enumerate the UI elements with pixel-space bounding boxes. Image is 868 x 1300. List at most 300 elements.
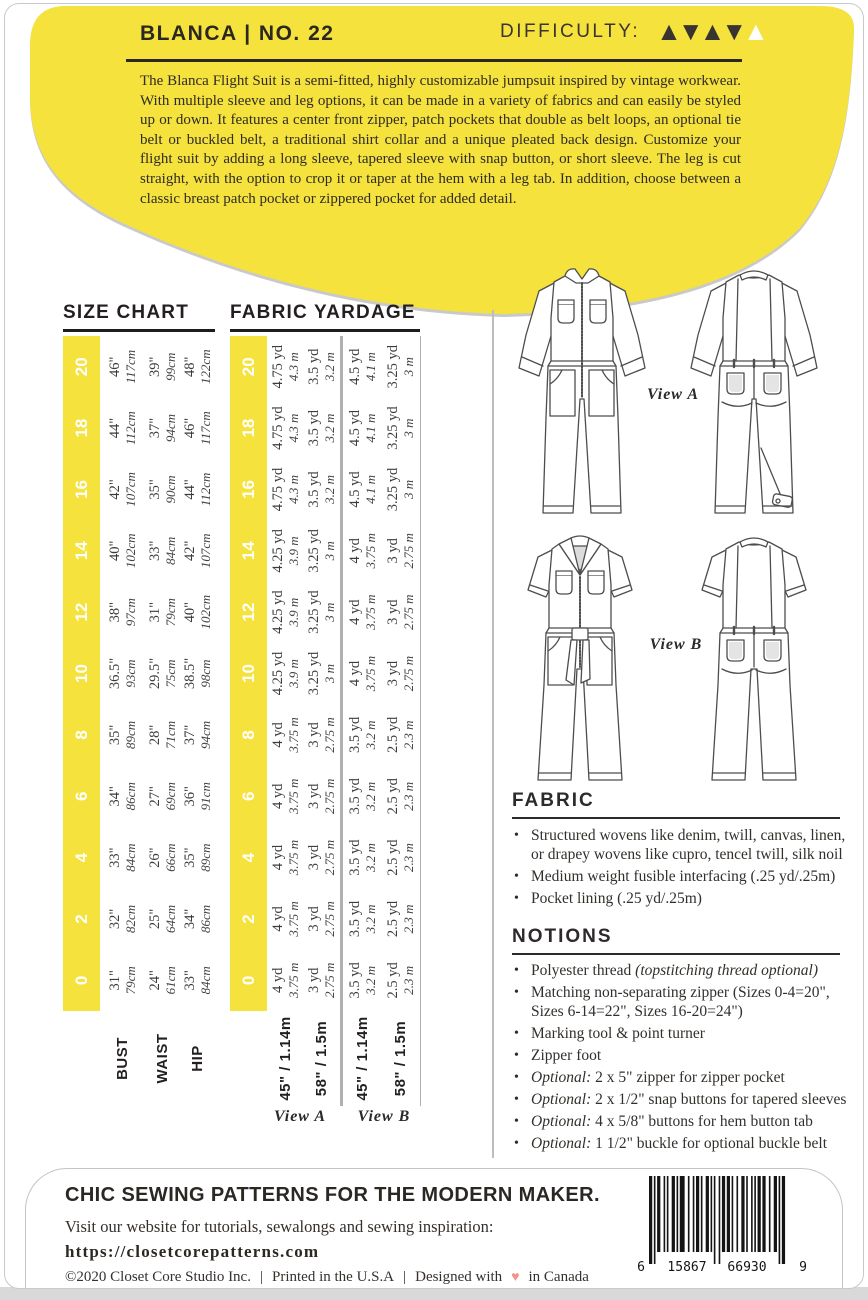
yardage-m: 4.3 m [285, 352, 301, 382]
size-chart-cm: 69cm [163, 782, 178, 811]
size-chart-heading: SIZE CHART [63, 302, 189, 323]
size-chart-cell [180, 704, 215, 765]
barcode-bar [677, 1176, 679, 1252]
barcode-bar [746, 1176, 748, 1252]
fabric-yardage-rule [230, 329, 420, 332]
size-chart-cm: 102cm [123, 533, 138, 569]
yardage-cell [343, 520, 381, 581]
size-chart-size-header: 12 [63, 581, 100, 642]
size-chart-corner [63, 1011, 100, 1106]
size-chart-grid [63, 336, 215, 1106]
yardage-yd: 4 yd [346, 538, 363, 564]
yardage-cell [303, 827, 340, 888]
italic-label: Optional: [531, 1069, 592, 1086]
size-chart-size-header: 20 [63, 336, 100, 397]
size-chart-inches: 31" [107, 970, 123, 991]
yardage-size-header: 12 [230, 581, 267, 642]
barcode-bar [711, 1176, 713, 1252]
heart-icon: ♥ [511, 1269, 520, 1285]
yardage-m: 2.3 m [401, 781, 416, 811]
size-chart-cell [180, 766, 215, 827]
yardage-cell [343, 397, 381, 458]
size-chart-size-header: 18 [63, 397, 100, 458]
yardage-cell [303, 459, 340, 520]
yardage-cell [267, 336, 303, 397]
size-chart-cm: 86cm [123, 782, 138, 811]
barcode-bar [732, 1176, 734, 1252]
yardage-size-header: 14 [230, 520, 267, 581]
yardage-yd: 3 yd [385, 599, 401, 625]
size-chart-row-label: BUST [114, 1037, 131, 1080]
size-chart-cm: 122cm [198, 349, 213, 385]
yardage-m: 3.2 m [322, 413, 337, 443]
size-chart-inches: 38" [107, 601, 123, 623]
yardage-size-header: 6 [230, 766, 267, 827]
yardage-m: 2.75 m [322, 717, 337, 753]
size-chart-cell [100, 888, 145, 949]
barcode-bar [714, 1176, 716, 1264]
size-chart-inches: 25" [147, 908, 163, 930]
yardage-m: 3 m [322, 602, 337, 622]
yardage-m: 4.1 m [362, 475, 378, 504]
yardage-yd: 3 yd [385, 660, 401, 687]
yardage-m: 2.3 m [401, 904, 416, 934]
barcode-digit: 15867 [667, 1260, 707, 1275]
yardage-yd: 3 yd [385, 538, 401, 564]
copyright-printed: Printed in the U.S.A [272, 1269, 395, 1285]
yardage-yd: 3.5 yd [306, 409, 322, 447]
yardage-cell [381, 520, 420, 581]
size-chart-cm: 112cm [198, 472, 213, 507]
bullet-item: • Pocket lining (.25 yd/.25m) [512, 889, 846, 908]
yardage-cell [343, 950, 381, 1011]
yardage-m: 4.3 m [285, 475, 301, 504]
size-chart-inches: 42" [107, 479, 123, 500]
size-chart-inches: 33" [147, 540, 163, 562]
size-chart-inches: 32" [107, 908, 123, 930]
size-chart-cm: 90cm [163, 475, 178, 504]
yardage-yd: 4.75 yd [269, 467, 286, 512]
size-chart-cell [145, 766, 180, 827]
barcode-bar [680, 1176, 685, 1252]
yardage-yd: 4.75 yd [269, 406, 286, 450]
difficulty-triangle-icon: ▼ [677, 16, 700, 46]
yardage-m: 3.2 m [362, 843, 378, 873]
size-chart-row-label: HIP [189, 1045, 206, 1072]
size-chart-cm: 75cm [163, 659, 178, 688]
size-chart-size-header: 0 [63, 950, 100, 1011]
size-chart-size-header: 16 [63, 459, 100, 520]
yardage-yd: 3.25 yd [306, 529, 322, 573]
footer-copyright [65, 1269, 589, 1286]
yardage-yd: 3.25 yd [306, 590, 322, 634]
bullet-item: • Optional: 1 1/2" buckle for optional buckle belt [512, 1134, 852, 1153]
pattern-title: BLANCA | NO. 22 [140, 22, 335, 45]
size-chart-cm: 94cm [198, 720, 213, 749]
size-chart-cm: 107cm [198, 533, 213, 569]
fabric-yardage-grid [230, 336, 421, 1106]
barcode-bar [762, 1176, 765, 1252]
yardage-width-label: 58" / 1.5m [392, 1020, 409, 1097]
yardage-cell [303, 581, 340, 642]
size-chart-inches: 40" [182, 601, 198, 623]
yardage-yd: 3.5 yd [306, 471, 322, 508]
title-rule [126, 59, 742, 62]
footer-tagline: CHIC SEWING PATTERNS FOR THE MODERN MAKER. [65, 1184, 600, 1206]
size-chart-cell [180, 827, 215, 888]
yardage-cell [381, 459, 420, 520]
yardage-m: 2.75 m [401, 655, 416, 692]
notions-bullet-list [512, 961, 852, 1156]
size-chart-inches: 34" [182, 908, 198, 930]
size-chart-inches: 35" [182, 847, 198, 868]
yardage-yd: 4 yd [346, 599, 363, 625]
yardage-m: 2.75 m [322, 778, 337, 814]
size-chart-cm: 102cm [198, 594, 213, 630]
copyright-canada: in Canada [528, 1269, 589, 1285]
size-chart-cm: 107cm [123, 472, 138, 507]
yardage-yd: 2.5 yd [385, 900, 401, 938]
barcode-digit: 9 [799, 1260, 807, 1275]
yardage-m: 3.2 m [362, 720, 378, 750]
yardage-cell [303, 888, 340, 949]
size-chart-cell [100, 827, 145, 888]
size-chart-inches: 38.5" [182, 657, 198, 690]
yardage-width-label: 45" / 1.14m [353, 1016, 371, 1101]
yardage-m: 3.75 m [362, 594, 378, 630]
yardage-yd: 3 yd [306, 783, 322, 809]
size-chart-cm: 89cm [198, 843, 213, 872]
yardage-cell [381, 888, 420, 949]
yardage-cell [303, 704, 340, 765]
bullet-item: • Structured wovens like denim, twill, canvas, linen, or drapey wovens like cupro, tencel twill, silk noil [512, 826, 846, 864]
yardage-yd: 3.5 yd [346, 716, 363, 754]
notions-rule [512, 953, 840, 955]
yardage-cell [267, 950, 303, 1011]
yardage-m: 2.3 m [401, 843, 416, 873]
size-chart-cell [145, 397, 180, 458]
yardage-m: 3.75 m [362, 655, 378, 692]
yardage-cell [381, 581, 420, 642]
yardage-cell [267, 581, 303, 642]
size-chart-cell [180, 520, 215, 581]
yardage-size-header: 2 [230, 888, 267, 949]
size-chart-cell [100, 766, 145, 827]
yardage-cell [343, 459, 381, 520]
barcode-digit: 66930 [727, 1260, 767, 1275]
yardage-cell [303, 336, 340, 397]
yardage-yd: 4 yd [269, 844, 286, 871]
yardage-m: 3.2 m [362, 965, 378, 995]
size-chart-inches: 24" [147, 970, 163, 991]
size-chart-inches: 36" [182, 786, 198, 807]
yardage-cell [303, 950, 340, 1011]
copyright-separator: | [403, 1269, 407, 1285]
size-chart-cell [100, 336, 145, 397]
size-chart-cell [180, 888, 215, 949]
barcode-bar [706, 1176, 709, 1252]
yardage-yd: 4 yd [269, 906, 286, 932]
copyright-studio: ©2020 Closet Core Studio Inc. [65, 1269, 251, 1285]
fabric-heading: FABRIC [512, 790, 595, 811]
yardage-m: 2.3 m [401, 720, 416, 750]
yardage-size-header: 10 [230, 643, 267, 704]
barcode-bar [719, 1176, 721, 1264]
italic-label: Optional: [531, 1135, 592, 1152]
size-chart-inches: 28" [147, 724, 163, 746]
view-b-front-illustration [514, 533, 646, 791]
size-chart-cell [180, 459, 215, 520]
yardage-yd: 2.5 yd [385, 962, 401, 999]
yardage-cell [381, 397, 420, 458]
yardage-width-label: 58" / 1.5m [313, 1020, 330, 1097]
yardage-yd: 3.5 yd [346, 778, 363, 815]
size-chart-cell [145, 336, 180, 397]
barcode-bar [751, 1176, 753, 1252]
barcode-bar [693, 1176, 695, 1252]
yardage-yd: 3 yd [306, 906, 322, 932]
yardage-m: 4.1 m [362, 352, 378, 382]
yardage-yd: 4.5 yd [346, 409, 363, 447]
yardage-cell [267, 397, 303, 458]
yardage-width-label: 45" / 1.14m [276, 1016, 294, 1101]
notions-heading: NOTIONS [512, 926, 613, 947]
barcode-bar [701, 1176, 703, 1252]
size-chart-inches: 27" [147, 786, 163, 807]
fabric-bullet-list [512, 826, 846, 911]
yardage-cell [303, 397, 340, 458]
size-chart-cell [180, 643, 215, 704]
yardage-yd: 4 yd [346, 660, 363, 687]
size-chart-inches: 44" [182, 479, 198, 500]
fabric-yardage-heading: FABRIC YARDAGE [230, 302, 416, 323]
size-chart-cell [145, 704, 180, 765]
yardage-yd: 3.5 yd [346, 839, 363, 876]
yardage-cell [303, 643, 340, 704]
size-chart-cm: 64cm [163, 904, 178, 934]
yardage-m: 3.75 m [285, 962, 301, 999]
yardage-m: 3 m [401, 357, 416, 377]
size-chart-cell [145, 459, 180, 520]
yardage-yd: 3.25 yd [306, 651, 322, 696]
footer-visit-line: Visit our website for tutorials, sewalongs and sewing inspiration: [65, 1217, 494, 1236]
yardage-m: 3.2 m [362, 904, 378, 934]
size-chart-cell [180, 397, 215, 458]
yardage-m: 3.75 m [285, 839, 301, 876]
yardage-cell [267, 827, 303, 888]
yardage-cell [343, 766, 381, 827]
yardage-yd: 3.25 yd [385, 344, 401, 389]
barcode-bar [782, 1176, 785, 1264]
barcode-digit: 6 [637, 1260, 645, 1275]
pattern-description: The Blanca Flight Suit is a semi-fitted, highly customizable jumpsuit inspired by vintage workwear. With multiple sleeve and leg options, it can be made in a variety of fabrics and can easily be styled up or down. It features a center front zipper, patch pockets that double as belt loops, an optional tie belt or buckled belt, a traditional shirt collar and a unique pleated back design. Customize your flight suit by adding a long sleeve, tapered sleeve with snap button, or short sleeve. The leg is cut straight, with the option to crop it or taper at the hem with a leg tab. In addition, choose between a classic breast patch pocket or zippered pocket for added detail. [140, 73, 741, 207]
barcode-bar [672, 1176, 675, 1252]
size-chart-cell [180, 581, 215, 642]
yardage-m: 2.75 m [322, 901, 337, 937]
difficulty-rating [500, 18, 765, 45]
yardage-m: 2.75 m [322, 962, 337, 999]
size-chart-cm: 98cm [198, 659, 213, 688]
view-b-back-illustration [688, 533, 820, 791]
yardage-yd: 2.5 yd [385, 778, 401, 815]
yardage-cell [381, 950, 420, 1011]
size-chart-size-header: 8 [63, 704, 100, 765]
size-chart-cell [145, 581, 180, 642]
yardage-m: 3.9 m [285, 536, 301, 566]
size-chart-cm: 94cm [163, 414, 178, 443]
size-chart-inches: 44" [107, 417, 123, 439]
yardage-yd: 4.5 yd [346, 348, 363, 385]
difficulty-triangle-icon: ▼ [721, 16, 744, 46]
size-chart-inches: 40" [107, 540, 123, 562]
size-chart-cm: 117cm [198, 411, 213, 445]
difficulty-triangle-icon: ▲ [699, 16, 722, 46]
fabric-rule [512, 817, 840, 819]
yardage-yd: 3 yd [306, 844, 322, 871]
size-chart-size-header: 4 [63, 827, 100, 888]
size-chart-cm: 61cm [163, 966, 178, 995]
yardage-m: 3.2 m [322, 475, 337, 504]
yardage-cell [267, 704, 303, 765]
size-chart-inches: 35" [147, 479, 163, 500]
barcode-bar [769, 1176, 771, 1252]
bullet-item: • Medium weight fusible interfacing (.25 yd/.25m) [512, 867, 846, 886]
yardage-size-header: 20 [230, 336, 267, 397]
size-chart-cell [145, 827, 180, 888]
yardage-m: 3.9 m [285, 597, 301, 627]
size-chart-cm: 84cm [163, 536, 178, 565]
size-chart-inches: 34" [107, 786, 123, 807]
yardage-m: 3.2 m [322, 352, 337, 382]
yardage-yd: 3.25 yd [385, 467, 401, 512]
yardage-cell [343, 827, 381, 888]
barcode-bar [736, 1176, 738, 1252]
yardage-size-header: 18 [230, 397, 267, 458]
bullet-item: • Optional: 4 x 5/8" buttons for hem button tab [512, 1112, 852, 1131]
italic-note: (topstitching thread optional) [635, 962, 819, 979]
size-chart-inches: 37" [182, 724, 198, 746]
yardage-cell [343, 704, 381, 765]
yardage-yd: 4.25 yd [269, 529, 286, 573]
yardage-view-b-caption: View B [357, 1108, 411, 1125]
yardage-yd: 3.5 yd [306, 348, 322, 385]
size-chart-cm: 71cm [163, 720, 178, 749]
yardage-m: 2.75 m [401, 533, 416, 569]
size-chart-cell [145, 888, 180, 949]
yardage-cell [267, 766, 303, 827]
size-chart-inches: 39" [147, 356, 163, 377]
yardage-yd: 4 yd [269, 783, 286, 809]
yardage-cell [381, 827, 420, 888]
size-chart-cell [100, 581, 145, 642]
yardage-cell [343, 643, 381, 704]
yardage-size-header: 0 [230, 950, 267, 1011]
yardage-m: 3 m [322, 663, 337, 684]
size-chart-cm: 84cm [123, 843, 138, 872]
yardage-m: 2.75 m [322, 839, 337, 876]
size-chart-inches: 42" [182, 540, 198, 562]
yardage-cell [267, 459, 303, 520]
size-chart-cm: 112cm [123, 411, 138, 445]
size-chart-size-header: 10 [63, 643, 100, 704]
yardage-yd: 3.5 yd [346, 962, 363, 999]
yardage-yd: 4.25 yd [269, 590, 286, 634]
yardage-yd: 4.5 yd [346, 471, 363, 508]
italic-label: Optional: [531, 1113, 592, 1130]
difficulty-triangles [656, 18, 765, 45]
barcode-bar [741, 1176, 744, 1252]
size-chart-cell [100, 520, 145, 581]
size-chart-row-label: WAIST [154, 1033, 171, 1084]
italic-label: Optional: [531, 1091, 592, 1108]
yardage-yd: 3.25 yd [385, 406, 401, 450]
yardage-m: 3.75 m [285, 778, 301, 814]
yardage-cell [381, 643, 420, 704]
yardage-yd: 3 yd [306, 967, 322, 994]
size-chart-cell [180, 950, 215, 1011]
copyright-designed: Designed with [415, 1269, 503, 1285]
size-chart-inches: 37" [147, 417, 163, 439]
yardage-m: 3.75 m [362, 533, 378, 569]
yardage-cell [267, 643, 303, 704]
size-chart-size-header: 14 [63, 520, 100, 581]
view-a-front-illustration [516, 266, 648, 524]
barcode-bar [696, 1176, 699, 1252]
barcode-bar [657, 1176, 660, 1252]
size-chart-cm: 86cm [198, 904, 213, 934]
size-chart-cell [100, 643, 145, 704]
yardage-cell [343, 336, 381, 397]
size-chart-cell [145, 520, 180, 581]
yardage-m: 3.75 m [285, 717, 301, 753]
size-chart-cm: 66cm [163, 843, 178, 872]
yardage-m: 2.3 m [401, 965, 416, 995]
yardage-cell [303, 520, 340, 581]
size-chart-size-header: 2 [63, 888, 100, 949]
size-chart-cm: 84cm [198, 966, 213, 995]
barcode-bar [727, 1176, 730, 1252]
size-chart-cm: 79cm [163, 598, 178, 627]
size-chart-rule [63, 329, 215, 332]
yardage-yd: 3.5 yd [346, 900, 363, 938]
column-divider [492, 310, 494, 1158]
size-chart-inches: 33" [182, 970, 198, 991]
size-chart-size-header: 6 [63, 766, 100, 827]
bullet-item: • Zipper foot [512, 1046, 852, 1065]
barcode-bar [688, 1176, 690, 1252]
size-chart-inches: 26" [147, 847, 163, 868]
yardage-m: 4.3 m [285, 413, 301, 443]
size-chart-cell [100, 704, 145, 765]
yardage-size-header: 8 [230, 704, 267, 765]
yardage-m: 3.75 m [285, 901, 301, 937]
bullet-item: • Polyester thread (topstitching thread optional) [512, 961, 852, 980]
yardage-yd: 4.75 yd [269, 344, 286, 389]
size-chart-cm: 82cm [123, 904, 138, 934]
difficulty-label: DIFFICULTY: [500, 20, 641, 42]
size-chart-inches: 31" [147, 601, 163, 623]
yardage-yd: 2.5 yd [385, 716, 401, 754]
difficulty-triangle-icon: ▲ [656, 16, 678, 46]
barcode-bar [774, 1176, 777, 1252]
yardage-view-a-caption: View A [273, 1108, 327, 1125]
size-chart-cell [100, 459, 145, 520]
size-chart-inches: 29.5" [147, 657, 163, 690]
yardage-cell [267, 888, 303, 949]
drawing-view-a-caption: View A [646, 386, 700, 403]
yardage-m: 3 m [401, 479, 416, 500]
barcode-bar [649, 1176, 652, 1264]
